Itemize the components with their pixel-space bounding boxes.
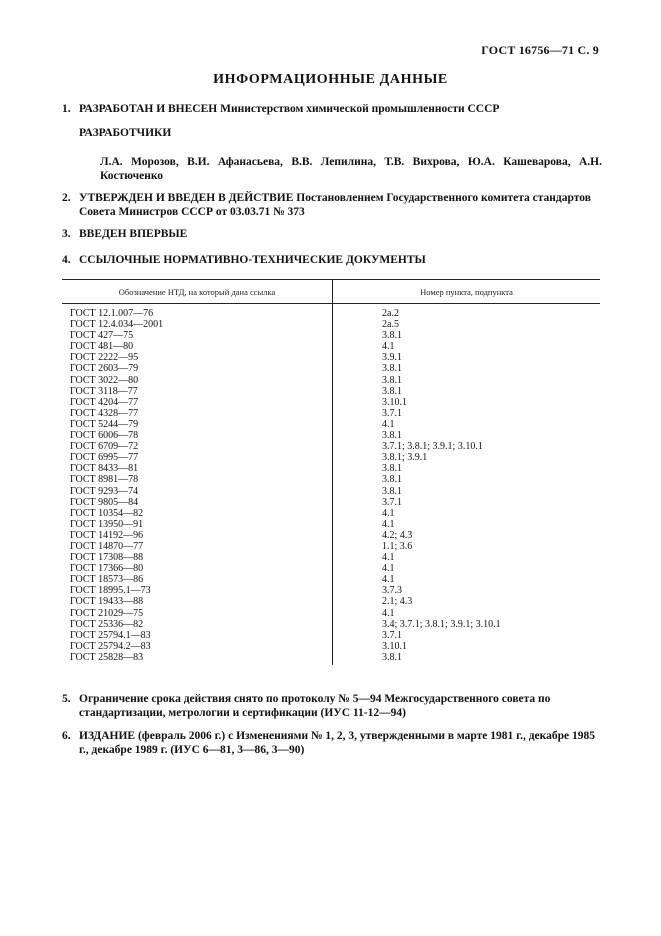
table-row: [62, 375, 600, 386]
table-row: [62, 463, 600, 474]
clause-number: 2а.5: [382, 319, 399, 331]
clause-number: 3.8.1: [382, 363, 402, 375]
table-row: [62, 319, 600, 330]
section-4-number: 4.: [62, 254, 71, 266]
clause-number: 4.1: [382, 552, 395, 564]
clause-number: 2а.2: [382, 308, 399, 319]
clause-number: 3.4; 3.7.1; 3.8.1; 3.9.1; 3.10.1: [382, 618, 501, 630]
document-designation: ГОСТ 8433—81: [70, 463, 139, 475]
document-designation: ГОСТ 9293—74: [70, 485, 139, 497]
document-designation: ГОСТ 18573—86: [70, 574, 144, 586]
document-designation: ГОСТ 17366—80: [70, 563, 144, 575]
table-row: [62, 452, 600, 463]
table-row: [62, 352, 600, 363]
table-row: [62, 519, 600, 530]
section-2-text: [79, 191, 602, 219]
section-6-number: 6.: [62, 730, 71, 742]
clause-number: 3.8.1; 3.9.1: [382, 452, 428, 464]
table-top-rule: [62, 279, 600, 280]
table-row: [62, 474, 600, 485]
document-designation: ГОСТ 19433—88: [70, 596, 144, 608]
section-2-rest: Постановлением Государственного комитета стандартов Совета Министров СССР от 03.03.71 № 373: [79, 192, 591, 218]
section-3: [62, 227, 602, 241]
clause-number: 3.8.1: [382, 374, 402, 386]
table-row: [62, 585, 600, 596]
table-row: [62, 441, 600, 452]
section-1: [62, 102, 602, 116]
table-body: [62, 308, 600, 663]
table-row: [62, 341, 600, 352]
clause-number: 3.8.1: [382, 474, 402, 486]
clause-number: 3.7.1: [382, 496, 402, 508]
document-designation: ГОСТ 481—80: [70, 341, 134, 353]
clause-number: 3.8.1: [382, 330, 402, 342]
document-designation: ГОСТ 6709—72: [70, 441, 139, 453]
clause-number: 3.9.1: [382, 352, 402, 364]
table-row: [62, 596, 600, 607]
document-designation: ГОСТ 14192—96: [70, 529, 144, 541]
clause-number: 3.7.3: [382, 585, 402, 597]
clause-number: 3.10.1: [382, 396, 407, 408]
clause-number: 3.10.1: [382, 640, 407, 652]
table-header-rule: [62, 303, 600, 304]
section-5: [62, 692, 602, 720]
section-6-rest: (февраль 2006 г.) с Изменениями № 1, 2, 3, утвержденными в марте 1981 г., декабре 1985 г., декабре 1989 г. (ИУС 6—81, 3—86, 3—90): [79, 730, 595, 756]
document-designation: ГОСТ 12.4.034—2001: [70, 319, 164, 331]
section-4: [62, 253, 602, 267]
section-5-number: 5.: [62, 693, 71, 705]
section-2-lead: УТВЕРЖДЕН И ВВЕДЕН В ДЕЙСТВИЕ: [79, 192, 294, 204]
clause-number: 4.1: [382, 518, 395, 530]
table-row: [62, 541, 600, 552]
table-row: [62, 552, 600, 563]
document-designation: ГОСТ 3118—77: [70, 385, 138, 397]
document-designation: ГОСТ 25794.2—83: [70, 640, 151, 652]
section-1-number: 1.: [62, 103, 71, 115]
document-designation: ГОСТ 427—75: [70, 330, 134, 342]
document-designation: ГОСТ 25794.1—83: [70, 629, 151, 641]
clause-number: 4.1: [382, 563, 395, 575]
clause-number: 4.1: [382, 418, 395, 430]
table-row: [62, 363, 600, 374]
document-designation: ГОСТ 12.1.007—76: [70, 308, 154, 319]
section-6-lead: ИЗДАНИЕ: [79, 730, 136, 742]
clause-number: 4.1: [382, 574, 395, 586]
document-designation: ГОСТ 18995.1—73: [70, 585, 151, 597]
table-row: [62, 652, 600, 663]
clause-number: 1.1; 3.6: [382, 540, 413, 552]
table-row: [62, 630, 600, 641]
clause-number: 4.2; 4.3: [382, 529, 413, 541]
document-designation: ГОСТ 6006—78: [70, 430, 139, 442]
section-6: [62, 729, 602, 757]
table-row: [62, 563, 600, 574]
clause-number: 4.1: [382, 341, 395, 353]
document-designation: ГОСТ 2603—79: [70, 363, 139, 375]
clause-number: 4.1: [382, 507, 395, 519]
document-designation: ГОСТ 8981—78: [70, 474, 139, 486]
section-3-number: 3.: [62, 228, 71, 240]
table-header-document: Обозначение НТД, на который дана ссылка: [118, 287, 276, 297]
clause-number: 3.8.1: [382, 651, 402, 663]
table-row: [62, 430, 600, 441]
clause-number: 3.8.1: [382, 430, 402, 442]
document-designation: ГОСТ 3022—80: [70, 374, 139, 386]
table-row: [62, 486, 600, 497]
document-designation: ГОСТ 10354—82: [70, 507, 144, 519]
section-1-text: [79, 102, 602, 116]
clause-number: 3.8.1: [382, 485, 402, 497]
document-designation: ГОСТ 6995—77: [70, 452, 139, 464]
developers-heading: РАЗРАБОТЧИКИ: [79, 127, 172, 139]
table-row: [62, 386, 600, 397]
table-row: [62, 408, 600, 419]
section-1-lead: РАЗРАБОТАН И ВНЕСЕН: [79, 103, 218, 115]
document-designation: ГОСТ 4204—77: [70, 396, 139, 408]
table-row: [62, 508, 600, 519]
section-5-text: Ограничение срока действия снято по протоколу № 5—94 Межгосударственного совета по стандартизации, метрологии и сертификации (ИУС 11-12—94): [79, 693, 551, 719]
page-title: ИНФОРМАЦИОННЫЕ ДАННЫЕ: [213, 72, 448, 87]
clause-number: 3.8.1: [382, 463, 402, 475]
table-row: [62, 619, 600, 630]
section-2: [62, 191, 602, 219]
document-designation: ГОСТ 14870—77: [70, 540, 144, 552]
table-row: [62, 330, 600, 341]
table-header-clause: Номер пункта, подпункта: [420, 287, 513, 297]
clause-number: 3.7.1: [382, 629, 402, 641]
section-1-rest: Министерством химической промышленности СССР: [217, 103, 500, 115]
document-designation: ГОСТ 13950—91: [70, 518, 144, 530]
document-designation: ГОСТ 17308—88: [70, 552, 144, 564]
clause-number: 3.7.1: [382, 407, 402, 419]
table-row: [62, 608, 600, 619]
document-designation: ГОСТ 2222—95: [70, 352, 139, 364]
clause-number: 4.1: [382, 607, 395, 619]
table-row: [62, 641, 600, 652]
table-row: [62, 397, 600, 408]
developers-list: Л.А. Морозов, В.И. Афанасьева, В.В. Лепилина, Т.В. Вихрова, Ю.А. Кашеварова, А.Н. Костюченко: [100, 156, 602, 182]
document-designation: ГОСТ 9805—84: [70, 496, 139, 508]
section-3-text: ВВЕДЕН ВПЕРВЫЕ: [79, 228, 188, 240]
table-row: [62, 574, 600, 585]
section-4-text: ССЫЛОЧНЫЕ НОРМАТИВНО-ТЕХНИЧЕСКИЕ ДОКУМЕНТЫ: [79, 254, 426, 266]
document-designation: ГОСТ 21029—75: [70, 607, 144, 619]
clause-number: 3.7.1; 3.8.1; 3.9.1; 3.10.1: [382, 441, 483, 453]
document-designation: ГОСТ 5244—79: [70, 418, 139, 430]
clause-number: 2.1; 4.3: [382, 596, 413, 608]
section-2-number: 2.: [62, 192, 71, 204]
table-row: [62, 497, 600, 508]
table-row: [62, 308, 600, 319]
page-reference: ГОСТ 16756—71 С. 9: [481, 43, 599, 57]
document-designation: ГОСТ 4328—77: [70, 407, 139, 419]
document-designation: ГОСТ 25828—83: [70, 651, 144, 663]
document-designation: ГОСТ 25336—82: [70, 618, 144, 630]
clause-number: 3.8.1: [382, 385, 402, 397]
table-row: [62, 419, 600, 430]
section-6-text: [79, 729, 602, 757]
table-row: [62, 530, 600, 541]
